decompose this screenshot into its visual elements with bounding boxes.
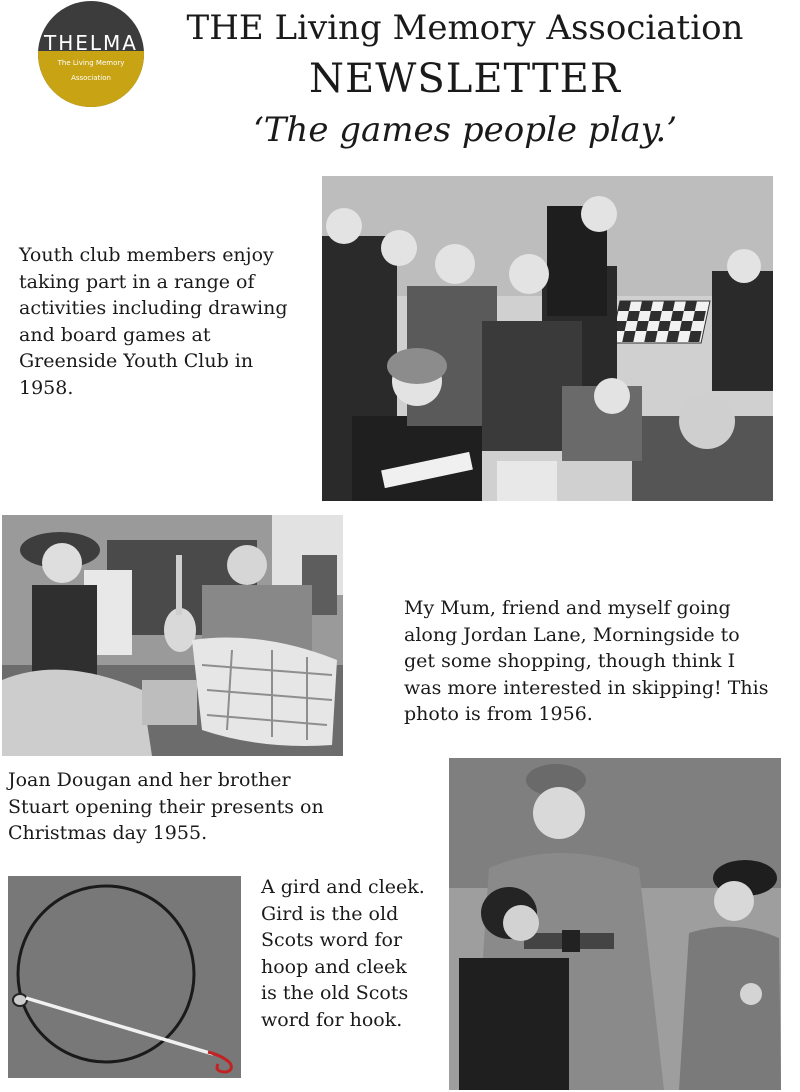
caption-line: and board games at bbox=[19, 323, 211, 346]
caption-line: Stuart opening their presents on bbox=[8, 795, 324, 818]
caption-line: word for hook. bbox=[261, 1008, 403, 1031]
gird-cleek-caption bbox=[261, 874, 441, 1033]
issue-tagline: ‘The games people play.’ bbox=[252, 110, 678, 150]
thelma-logo bbox=[38, 1, 144, 107]
caption-line: was more interested in skipping! This bbox=[404, 676, 769, 699]
youth-club-caption bbox=[19, 242, 309, 401]
caption-line: taking part in a range of bbox=[19, 270, 255, 293]
jordan-lane-caption bbox=[404, 595, 794, 728]
caption-line: along Jordan Lane, Morningside to bbox=[404, 623, 740, 646]
caption-line: 1958. bbox=[19, 376, 74, 399]
caption-line: Scots word for bbox=[261, 929, 403, 951]
christmas-photo bbox=[2, 515, 343, 756]
street-photo bbox=[449, 758, 781, 1090]
logo-tagline-line1: The Living Memory bbox=[57, 59, 125, 67]
newsletter-title: NEWSLETTER bbox=[309, 56, 621, 102]
caption-line: A gird and cleek. bbox=[261, 876, 425, 898]
caption-line: hoop and cleek bbox=[261, 955, 407, 978]
caption-line: photo is from 1956. bbox=[404, 703, 593, 725]
caption-line: is the old Scots bbox=[261, 982, 409, 1004]
caption-line: get some shopping, though think I bbox=[404, 650, 736, 672]
youth-club-photo bbox=[322, 176, 773, 501]
organisation-name: THE Living Memory Association bbox=[186, 8, 744, 48]
caption-line: Gird is the old bbox=[261, 902, 399, 925]
caption-line: activities including drawing bbox=[19, 297, 288, 319]
christmas-caption bbox=[8, 767, 348, 847]
logo-brand: THELMA bbox=[44, 31, 138, 55]
caption-line: Youth club members enjoy bbox=[19, 244, 274, 266]
caption-line: Greenside Youth Club in bbox=[19, 350, 254, 372]
gird-cleek-photo bbox=[8, 876, 241, 1078]
logo-tagline-line2: Association bbox=[71, 74, 111, 82]
caption-line: Christmas day 1955. bbox=[8, 822, 208, 844]
caption-line: My Mum, friend and myself going bbox=[404, 597, 731, 619]
caption-line: Joan Dougan and her brother bbox=[8, 769, 291, 791]
